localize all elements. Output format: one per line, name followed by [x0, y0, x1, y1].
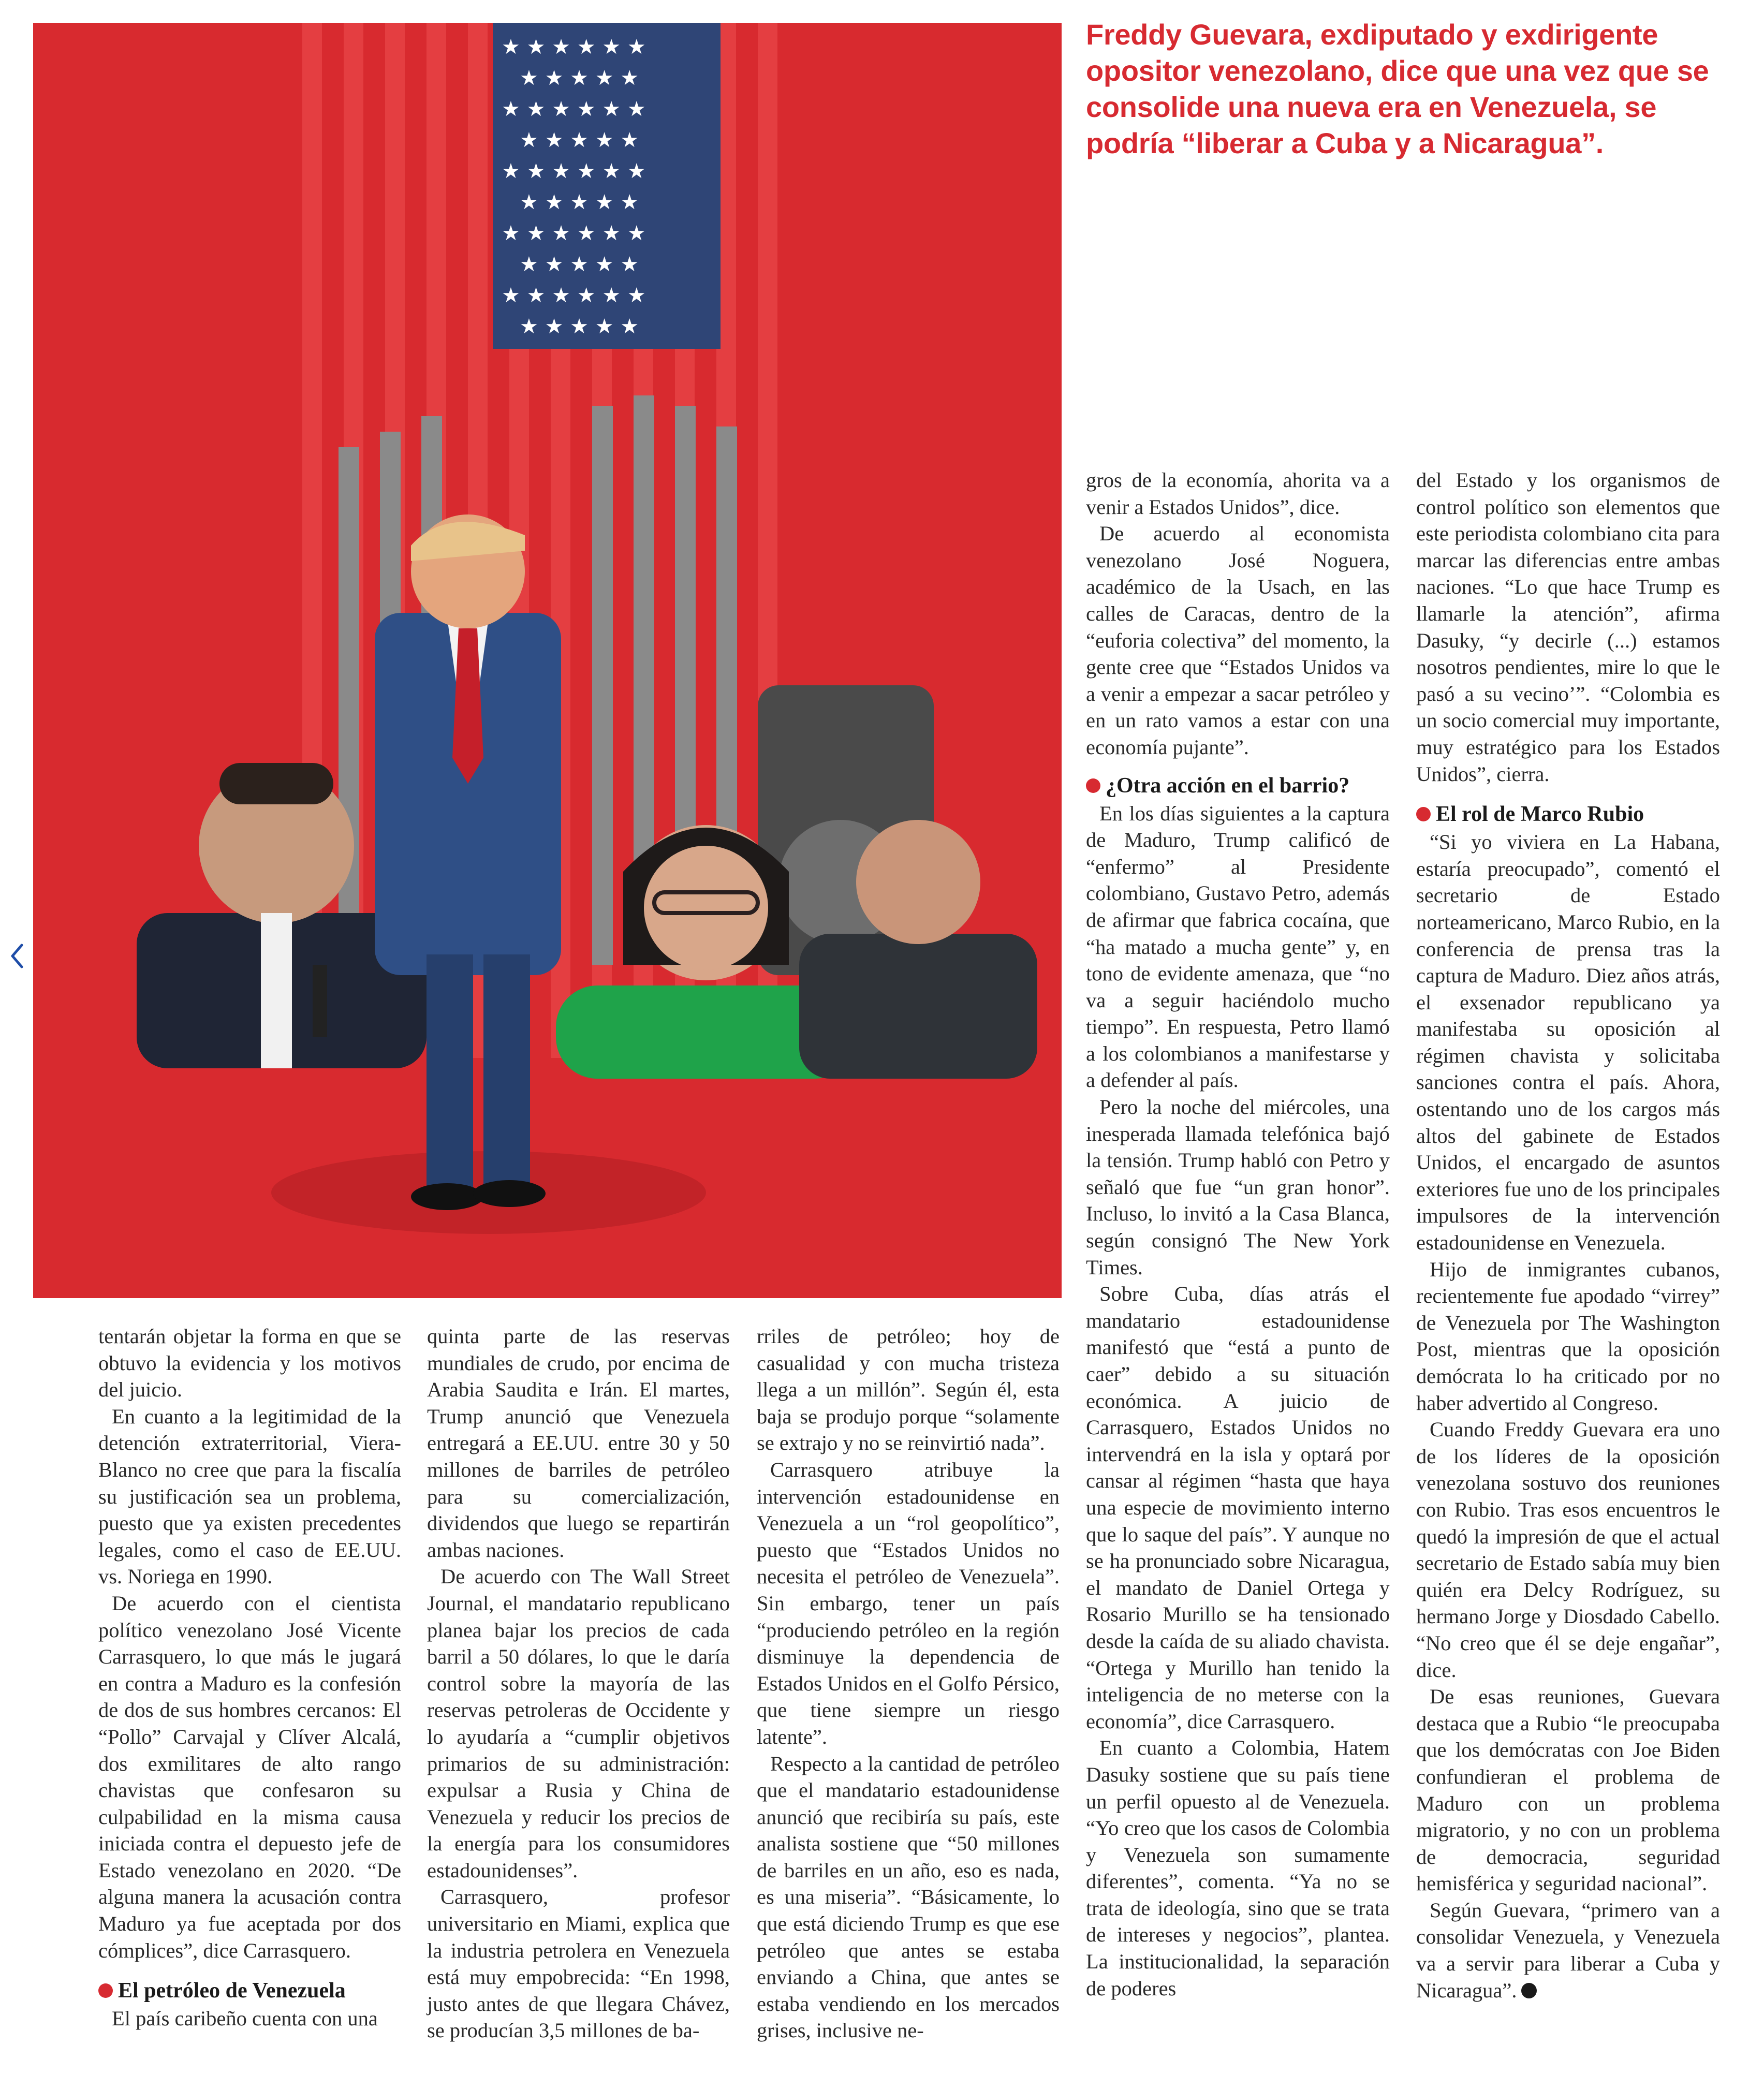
paragraph: “Si yo viviera en La Habana, estaría preocupado”, comentó el secretario de Estado norteamericano, Marco Rubio, en la conferencia de prensa tras la captura de Maduro. Diez años atrás, el exsenador republicano ya manifestaba su oposición al régimen chavista y solicitaba sanciones contra el país. Ahora, ostentando uno de los cargos más altos del gabinete de Estados Unidos, el encargado de asuntos exteriores fue uno de los principales impulsores de la intervención estadounidense en Venezuela.: [1416, 830, 1720, 1255]
paragraph: Sobre Cuba, días atrás el mandatario estadounidense manifestó que “está a punto de caer” debido a su situación económica. A juicio de Carrasquero, Estados Unidos no intervendrá en la isla y optará por cansar al régimen “hasta que haya una especie de movimiento interno que lo saque del país”. Y aunque no se ha pronunciado sobre Nicaragua, el mandato de Daniel Ortega y Rosario Murillo se ha tensionado desde la caída de su aliado chavista. “Ortega y Murillo han tenido la inteligencia de no meterse con la economía”, dice Carrasquero.: [1086, 1282, 1390, 1733]
paragraph: Cuando Freddy Guevara era uno de los líderes de la oposición venezolana sostuvo dos reuniones con Rubio. Tras esos encuentros le quedó la impresión de que el actual secretario de Estado sabía muy bien quién era Delcy Rodríguez, su hermano Jorge y Diosdado Cabello. “No creo que él se deje engañar”, dice.: [1416, 1418, 1720, 1682]
paragraph: del Estado y los organismos de control político son elementos que este periodista colombiano cita para marcar las diferencias entre ambas naciones. “Lo que hace Trump es llamarle la atención”, afirma Dasuky, “y decirle (...) estamos nosotros pendientes, mire lo que le pasó a su vecino’”. “Colombia es un socio comercial muy importante, muy estratégico para los Estados Unidos”, cierra.: [1416, 468, 1720, 786]
article-column-4: [1086, 467, 1390, 2002]
paragraph: De acuerdo con The Wall Street Journal, el mandatario republicano planea bajar los precios de cada barril a 50 dólares, lo que le daría control sobre la mayoría de las reservas petroleras de Occidente y lo ayudaría a “cumplir objetivos primarios de su administración: expulsar a Rusia y China de Venezuela y reducir los precios de la energía para los consumidores estadounidenses”.: [427, 1565, 730, 1882]
paragraph: [1416, 1897, 1720, 2004]
paragraph: Carrasquero atribuye la intervención estadounidense en Venezuela a un “rol geopolítico”, puesto que “Estados Unidos no necesita el petróleo de Venezuela”. Sin embargo, tener un país “produciendo petróleo en la región disminuye la dependencia de Estados Unidos en el Golfo Pérsico, que tiene siempre un riesgo latente”.: [757, 1458, 1060, 1748]
paragraph: quinta parte de las reservas mundiales de crudo, por encima de Arabia Saudita e Irán. El martes, Trump anunció que Venezuela entregará a EE.UU. entre 30 y 50 millones de barriles de petróleo para su comercialización, dividendos que luego se repartirán ambas naciones.: [427, 1325, 730, 1562]
section-heading: [1086, 772, 1390, 799]
flag-collage-graphic: [33, 23, 1062, 1298]
paragraph: En cuanto a la legitimidad de la detención extraterritorial, Viera-Blanco no cree que para la fiscalía su justificación sea un problema, puesto que ya existen precedentes legales, como el caso de EE.UU. vs. Noriega en 1990.: [98, 1404, 401, 1588]
paragraph: En cuanto a Colombia, Hatem Dasuky sostiene que su país tiene un perfil opuesto al de Venezuela. “Yo creo que los casos de Colombia y Venezuela son sumamente diferentes”, comenta. “Ya no se trata de ideología, sino que se trata de intereses y negocios”, plantea. La institucionalidad, la separación de poderes: [1086, 1736, 1390, 2000]
svg-text:★ ★ ★ ★ ★ ★: ★ ★ ★ ★ ★ ★: [502, 284, 646, 307]
article-column-1: [98, 1323, 401, 2032]
svg-text:★ ★ ★ ★ ★: ★ ★ ★ ★ ★: [520, 66, 639, 90]
paragraph: tentarán objetar la forma en que se obtuvo la evidencia y los motivos del juicio.: [98, 1325, 401, 1402]
article-column-5: [1416, 467, 1720, 2004]
article-column-3: [757, 1323, 1060, 2044]
bullet-dot-icon: [98, 1983, 113, 1998]
svg-text:★ ★ ★ ★ ★ ★: ★ ★ ★ ★ ★ ★: [502, 97, 646, 121]
paragraph: El país caribeño cuenta con una: [112, 2007, 378, 2031]
paragraph: rriles de petróleo; hoy de casualidad y con mucha tristeza llega a un millón”. Según él, esta baja se produjo porque “solamente se extrajo y no se reinvirtió nada”.: [757, 1325, 1060, 1455]
paragraph: Carrasquero, profesor universitario en Miami, explica que la industria petrolera en Venezuela está muy empobrecida: “En 1998, justo antes de que llegara Chávez, se producían 3,5 millones de ba-: [427, 1885, 730, 2042]
chevron-left-icon[interactable]: [8, 942, 26, 970]
section-heading: [1416, 801, 1720, 828]
svg-text:★ ★ ★ ★ ★ ★: ★ ★ ★ ★ ★ ★: [502, 159, 646, 183]
svg-text:★ ★ ★ ★ ★ ★: ★ ★ ★ ★ ★ ★: [502, 222, 646, 245]
paragraph: Hijo de inmigrantes cubanos, recientemente fue apodado “virrey” de Venezuela por The Washington Post, mientras que la oposición demócrata lo ha criticado por no haber advertido al Congreso.: [1416, 1257, 1720, 1415]
article-column-2: [427, 1323, 730, 2044]
svg-text:★ ★ ★ ★ ★: ★ ★ ★ ★ ★: [520, 128, 639, 152]
end-of-article-icon: [1521, 1983, 1537, 1998]
paragraph: gros de la economía, ahorita va a venir a Estados Unidos”, dice.: [1086, 468, 1390, 519]
svg-text:★ ★ ★ ★ ★: ★ ★ ★ ★ ★: [520, 315, 639, 339]
bullet-dot-icon: [1086, 778, 1100, 793]
paragraph: De esas reuniones, Guevara destaca que a Rubio “le preocupaba que los demócratas con Joe Biden confundieran el problema de Maduro con un problema migratorio, y no con un problema de democracia, seguridad hemisférica y seguridad nacional”.: [1416, 1685, 1720, 1895]
article-deck: Freddy Guevara, exdiputado y exdirigente opositor venezolano, dice que una vez que se consolide una nueva era en Venezuela, se podría “liberar a Cuba y a Nicaragua”.: [1086, 18, 1709, 159]
svg-text:★ ★ ★ ★ ★: ★ ★ ★ ★ ★: [520, 190, 639, 214]
paragraph: Pero la noche del miércoles, una inesperada llamada telefónica bajó la tensión. Trump habló con Petro y señaló que fue “un gran honor”. Incluso, lo invitó a la Casa Blanca, según consignó The New York Times.: [1086, 1095, 1390, 1279]
svg-text:★ ★ ★ ★ ★: ★ ★ ★ ★ ★: [520, 253, 639, 276]
paragraph: Respecto a la cantidad de petróleo que el mandatario estadounidense anunció que recibiría su país, este analista sostiene que “50 millones de barriles en un año, eso es nada, es una miseria”. “Básicamente, lo que está diciendo Trump es que ese petróleo que antes se estaba enviando a China, que antes se estaba vendiendo en los mercados grises, inclusive ne-: [757, 1752, 1060, 2042]
paragraph: De acuerdo al economista venezolano José Noguera, académico de la Usach, en las calles de Caracas, dentro de la “euforia colectiva” del momento, la gente cree que “Estados Unidos va a venir a empezar a sacar petróleo y en un rato vamos a estar con una economía pujante”.: [1086, 522, 1390, 759]
paragraph: De acuerdo con el cientista político venezolano José Vicente Carrasquero, lo que más le jugará en contra a Maduro es la confesión de dos de sus hombres cercanos: El “Pollo” Carvajal y Clíver Alcalá, dos exmilitares de alto rango chavistas que confesaron su culpabilidad en la misma causa iniciada contra el depuesto jefe de Estado venezolano en 2020. “De alguna manera la acusación contra Maduro ya fue aceptada por dos cómplices”, dice Carrasquero.: [98, 1591, 401, 1962]
closing-sentence: Según Guevara, “primero van a consolidar Venezuela, y Venezuela va a servir para liberar a Cuba y Nicaragua”.: [1416, 1898, 1720, 2002]
bullet-dot-icon: [1416, 807, 1431, 821]
feature-illustration: [33, 23, 1062, 1298]
section-heading-text: El petróleo de Venezuela: [118, 1979, 346, 2003]
paragraph: En los días siguientes a la captura de Maduro, Trump calificó de “enfermo” al Presidente colombiano, Gustavo Petro, además de afirmar que fabrica cocaína, que “ha matado a mucha gente” y, en tono de evidente amenaza, que “no va a seguir haciéndolo mucho tiempo”. En respuesta, Petro llamó a los colombianos a manifestarse y a defender al país.: [1086, 801, 1390, 1092]
section-heading: [98, 1977, 401, 2004]
section-heading-text: ¿Otra acción en el barrio?: [1106, 773, 1350, 798]
section-heading-text: El rol de Marco Rubio: [1436, 802, 1644, 827]
svg-text:★ ★ ★ ★ ★ ★: ★ ★ ★ ★ ★ ★: [502, 35, 646, 59]
